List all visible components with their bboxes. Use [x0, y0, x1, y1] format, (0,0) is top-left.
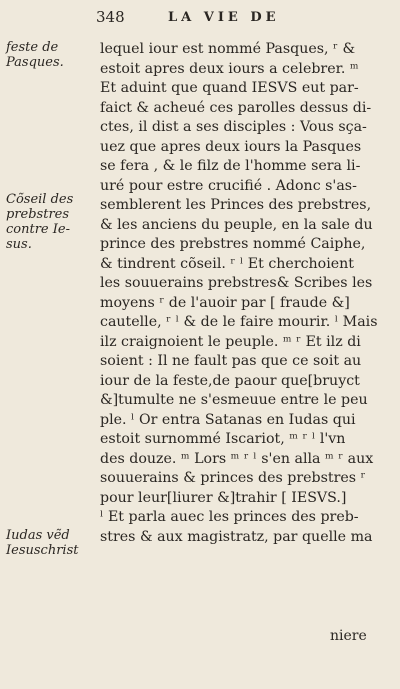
text-line: Et aduint que quand IESVS eut par-	[100, 80, 359, 96]
text-line: & les anciens du peuple, en la sale du	[100, 216, 373, 233]
text-line: les souuerains prebstres& Scribes les	[100, 275, 373, 291]
marginal-note-line: Iesuschrist	[6, 543, 79, 558]
text-line: ctes, il dist a ses disciples : Vous sça-	[100, 119, 367, 135]
marginal-note-judas	[6, 528, 94, 558]
text-line: soient : Il ne fault pas que ce soit au	[100, 353, 362, 369]
marginal-note-line: Pasques.	[6, 55, 64, 70]
text-line: stres & aux magistratz, par quelle ma	[100, 528, 373, 545]
catchword: niere	[330, 628, 367, 644]
text-line: lequel iour est nommé Pasques, ʳ &	[100, 41, 356, 57]
text-line: ilz craignoient le peuple. ᵐ ʳ Et ilz di	[100, 333, 361, 350]
text-line: prince des prebstres nommé Caiphe,	[100, 236, 366, 252]
text-line: se fera , & le filz de l'homme sera li-	[100, 158, 361, 174]
text-line: moyens ʳ de l'auoir par [ fraude &]	[100, 294, 350, 311]
marginal-note-line: contre Ie-	[6, 222, 70, 237]
text-line: souuerains & princes des prebstres ʳ	[100, 470, 366, 486]
text-line: pour leur[liurer &]trahir [ IESVS.]	[100, 489, 347, 506]
marginal-notes	[0, 0, 90, 689]
marginal-note-council	[6, 192, 94, 252]
text-line: uré pour estre crucifié . Adonc s'as-	[100, 177, 357, 194]
marginal-note-line: feste de	[6, 40, 59, 55]
text-line: des douze. ᵐ Lors ᵐ ʳ ˡ s'en alla ᵐ ʳ aux	[100, 450, 374, 467]
text-line: cautelle, ʳ ˡ & de le faire mourir. ˡ Mais	[100, 314, 378, 330]
running-head: LA VIE DE	[168, 10, 280, 25]
text-line: ple. ˡ Or entra Satanas en Iudas qui	[100, 411, 356, 428]
text-line: & tindrent cõseil. ʳ ˡ Et cherchoient	[100, 255, 354, 272]
marginal-note-line: Cõseil des	[6, 192, 74, 207]
marginal-note-line: sus.	[6, 237, 32, 252]
body-text	[100, 40, 378, 547]
text-line: uez que apres deux iours la Pasques	[100, 138, 362, 155]
text-line: faict & acheué ces parolles dessus di-	[100, 99, 372, 116]
text-line: semblerent les Princes des prebstres,	[100, 197, 372, 213]
marginal-note-feast	[6, 40, 94, 70]
text-line: &]tumulte ne s'esmeuue entre le peu	[100, 392, 368, 408]
text-line: ˡ Et parla auec les princes des preb-	[100, 509, 359, 525]
page-number: 348	[96, 8, 125, 26]
text-line: estoit apres deux iours a celebrer. ᵐ	[100, 60, 359, 77]
text-line: estoit surnommé Iscariot, ᵐ ʳ ˡ l'vn	[100, 431, 346, 447]
text-line: iour de la feste,de paour que[bruyct	[100, 372, 360, 389]
marginal-note-line: prebstres	[6, 207, 70, 222]
marginal-note-line: Iudas vẽd	[6, 528, 70, 543]
